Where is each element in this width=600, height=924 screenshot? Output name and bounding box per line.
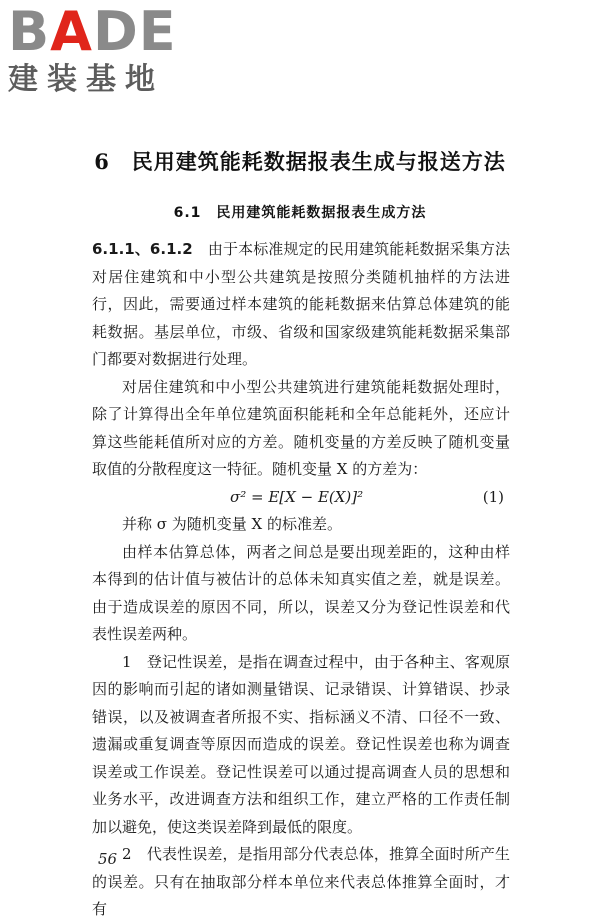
paragraph-3: 并称 σ 为随机变量 X 的标准差。 bbox=[122, 515, 342, 533]
logo-wordmark bbox=[8, 0, 178, 63]
bade-logo bbox=[8, 0, 178, 104]
logo-letter-a: A bbox=[50, 0, 93, 63]
body-text bbox=[92, 236, 510, 924]
paragraph-4: 由样本估算总体，两者之间总是要出现差距的，这种由样本得到的估计值与被估计的总体未知真实值之差，就是误差。由于造成误差的原因不同，所以，误差又分为登记性误差和代表性误差两种。 bbox=[92, 542, 510, 643]
paragraph-2: 对居住建筑和中小型公共建筑进行建筑能耗数据处理时，除了计算得出全年单位建筑面积能耗和全年总能耗外，还应计算这些能耗值所对应的方差。随机变量的方差反映了随机变量取值的分散程度这一特征。随机变量 X 的方差为： bbox=[92, 377, 510, 478]
formula-number: (1) bbox=[482, 487, 504, 506]
section-title: 6.1 民用建筑能耗数据报表生成方法 bbox=[173, 205, 427, 221]
logo-letters-de: DE bbox=[92, 0, 177, 63]
paragraph-5: 1 登记性误差，是指在调查过程中，由于各种主、客观原因的影响而引起的诸如测量错误、记录错误、计算错误、抄录错误，以及被调查者所报不实、指标涵义不清、口径不一致、遗漏或重复调查等原因而造成的误差。登记性误差也称为调查误差或工作误差。登记性误差可以通过提高调查人员的思想和业务水平，改进调查方法和组织工作，建立严格的工作责任制加以避免，使这类误差降到最低的限度。 bbox=[92, 652, 510, 836]
logo-letter-b: B bbox=[8, 0, 51, 63]
paragraph-6: 2 代表性误差，是指用部分代表总体，推算全面时所产生的误差。只有在抽取部分样本单位来代表总体推算全面时，才有 bbox=[92, 845, 510, 918]
logo-subtitle: 建装基地 bbox=[8, 62, 164, 97]
paragraph-1 bbox=[92, 236, 510, 374]
variance-formula: σ² = E[X − E(X)]² bbox=[230, 487, 364, 506]
clause-number: 6.1.1、6.1.2 bbox=[92, 240, 193, 258]
page-number: 56 bbox=[98, 850, 118, 868]
chapter-title: 6 民用建筑能耗数据报表生成与报送方法 bbox=[94, 149, 506, 174]
formula-line bbox=[92, 484, 510, 512]
paragraph-1-text: 由于本标准规定的民用建筑能耗数据采集方法对居住建筑和中小型公共建筑是按照分类随机抽样的方法进行，因此，需要通过样本建筑的能耗数据来估算总体建筑的能耗数据。基层单位，市级、省级和国家级建筑能耗数据采集部门都要对数据进行处理。 bbox=[92, 240, 510, 368]
